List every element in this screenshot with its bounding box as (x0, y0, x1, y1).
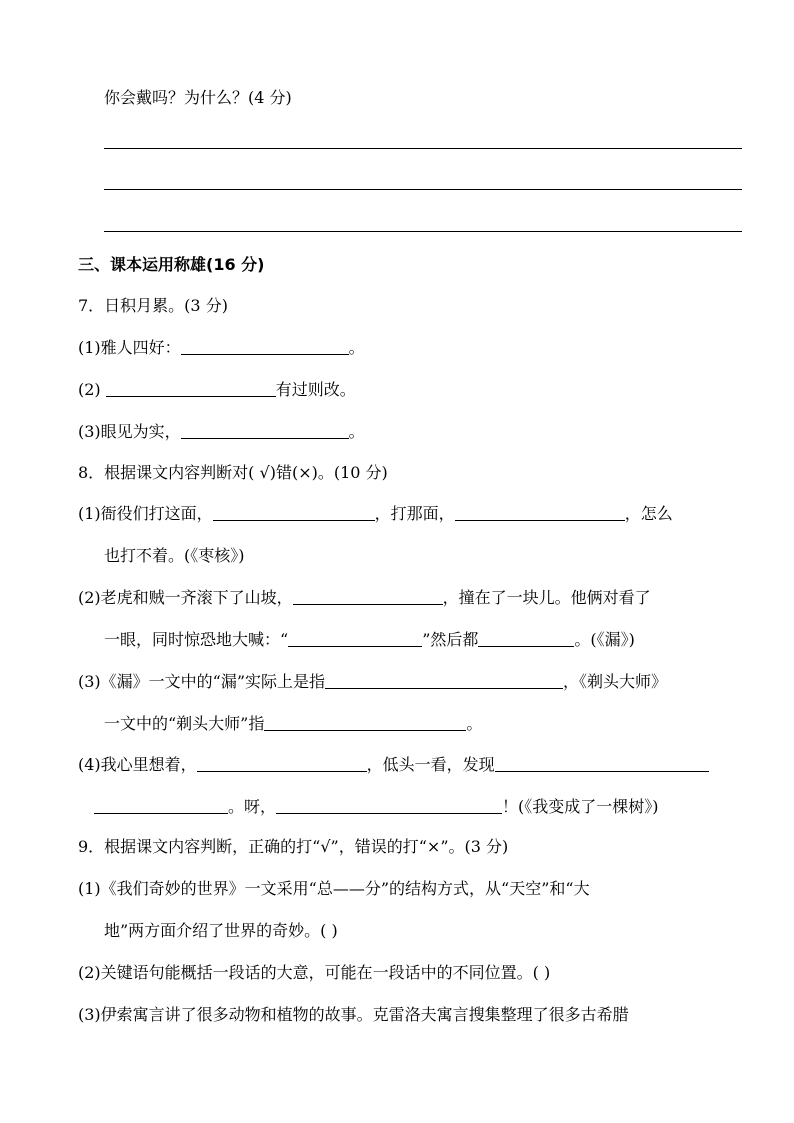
fill-blank[interactable] (495, 755, 709, 772)
q8-item-3-text: (3)《漏》一文中的“漏”实际上是指 (78, 672, 326, 691)
q8-item-2-end: ，撞在了一块儿。他俩对看了 (442, 588, 651, 607)
q8-item-4-cont-mid: 。呀， (228, 797, 277, 816)
q8-item-1-end: ，怎么 (624, 504, 673, 523)
q7-item-3-end: 。 (348, 422, 365, 441)
fill-blank[interactable] (197, 755, 367, 772)
fill-blank[interactable] (213, 504, 375, 521)
q8-item-4 (78, 754, 754, 776)
q7-title: 7．日积月累。(3 分) (78, 296, 228, 315)
q8-item-1-text: (1)衙役们打这面， (78, 504, 213, 523)
q9-item-1: (1)《我们奇妙的世界》一文采用“总——分”的结构方式，从“天空”和“大 (78, 879, 590, 898)
q9-item-1-cont: 地”两方面介绍了世界的奇妙。( ) (104, 921, 338, 940)
fill-blank[interactable] (181, 422, 349, 439)
q9-item-2: (2)关键语句能概括一段话的大意，可能在一段话中的不同位置。( ) (78, 963, 551, 982)
q8-item-3 (78, 671, 754, 693)
fill-blank[interactable] (325, 672, 563, 689)
q8-item-2-text: (2)老虎和贼一齐滚下了山坡， (78, 588, 293, 607)
q8-item-1 (78, 503, 754, 525)
q9-title: 9．根据课文内容判断，正确的打“√”，错误的打“×”。(3 分) (78, 837, 509, 856)
q8-item-2-cont-text: 一眼，同时惊恐地大喊：“ (104, 630, 289, 649)
q7-item-3-text: (3)眼见为实， (78, 422, 181, 441)
fill-blank[interactable] (264, 714, 466, 731)
q7-item-1 (78, 337, 754, 359)
q8-item-2-cont-end: 。(《漏》) (574, 630, 635, 649)
q8-item-4-cont (94, 796, 754, 818)
q7-item-2-num: (2) (78, 380, 106, 399)
q8-item-3-cont (104, 713, 754, 735)
q8-item-4-cont-end: ！(《我变成了一棵树》) (502, 797, 659, 816)
q8-item-3-cont-text: 一文中的“剃头大师”指 (104, 714, 265, 733)
q7-item-2 (78, 379, 754, 401)
q8-item-2-cont (104, 629, 754, 651)
question-intro: 你会戴吗？为什么？(4 分) (104, 88, 292, 107)
q7-item-1-end: 。 (348, 338, 365, 357)
fill-blank[interactable] (181, 338, 349, 355)
fill-blank[interactable] (94, 797, 228, 814)
q7-item-2-text: 有过则改。 (275, 380, 356, 399)
q9-item-3: (3)伊索寓言讲了很多动物和植物的故事。克雷洛夫寓言搜集整理了很多古希腊 (78, 1005, 629, 1024)
fill-blank[interactable] (288, 630, 422, 647)
q8-item-3-cont-end: 。 (466, 714, 483, 733)
section-3-heading: 三、课本运用称雄(16 分) (78, 255, 265, 274)
q8-title: 8．根据课文内容判断对( √)错(×)。(10 分) (78, 463, 388, 482)
q7-item-3 (78, 421, 754, 443)
answer-line-3[interactable] (104, 231, 742, 232)
q8-item-4-text: (4)我心里想着， (78, 755, 197, 774)
q8-item-1-mid: ，打那面， (374, 504, 455, 523)
q8-item-2-cont-mid: ”然后都 (422, 630, 479, 649)
q7-item-1-text: (1)雅人四好： (78, 338, 181, 357)
q8-item-4-mid: ，低头一看，发现 (366, 755, 495, 774)
fill-blank[interactable] (293, 588, 443, 605)
q8-item-3-end: ，《剃头大师》 (563, 672, 668, 691)
answer-line-2[interactable] (104, 189, 742, 190)
fill-blank[interactable] (455, 504, 625, 521)
q8-item-1-cont: 也打不着。(《枣核》) (104, 546, 245, 565)
fill-blank[interactable] (106, 380, 276, 397)
fill-blank[interactable] (276, 797, 502, 814)
fill-blank[interactable] (478, 630, 574, 647)
q8-item-2 (78, 587, 754, 609)
answer-line-1[interactable] (104, 148, 742, 149)
